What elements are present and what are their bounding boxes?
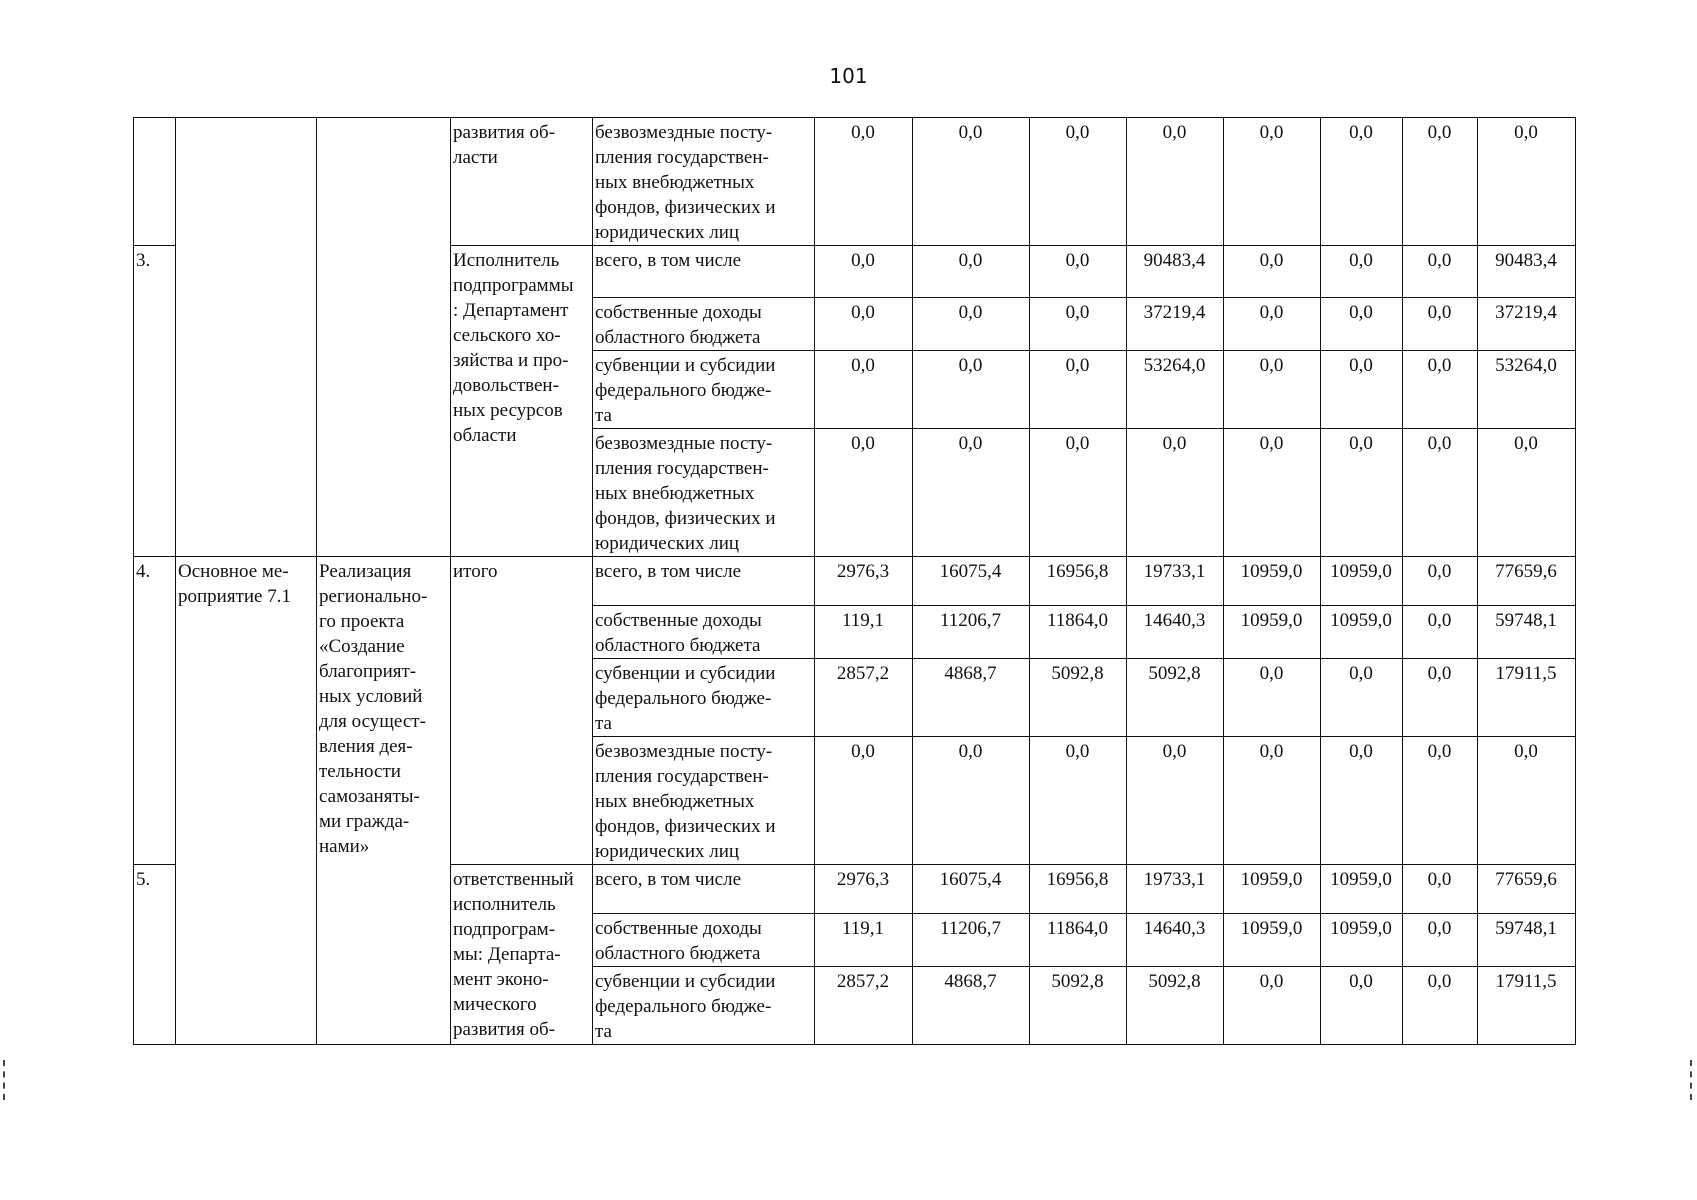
amount-cell: 5092,8 — [1127, 967, 1224, 1045]
amount-cell: 0,0 — [1321, 118, 1403, 246]
amount-cell: 0,0 — [1127, 429, 1224, 557]
amount-cell: 0,0 — [1321, 246, 1403, 298]
amount-cell: 11864,0 — [1030, 606, 1127, 659]
project-name — [317, 118, 451, 557]
amount-cell: 2976,3 — [815, 557, 913, 606]
row-index — [134, 118, 176, 246]
amount-cell: 11864,0 — [1030, 914, 1127, 967]
budget-table — [133, 117, 1576, 1045]
funding-source: собственные доходы областного бюджета — [593, 606, 815, 659]
amount-cell: 0,0 — [913, 429, 1030, 557]
funding-source: субвенции и субсидии федерального бюдже- та — [593, 659, 815, 737]
amount-cell: 17911,5 — [1478, 967, 1576, 1045]
amount-cell: 0,0 — [815, 298, 913, 351]
amount-cell: 0,0 — [1030, 246, 1127, 298]
row-index: 3. — [134, 246, 176, 557]
amount-cell: 10959,0 — [1224, 865, 1321, 914]
amount-cell: 53264,0 — [1478, 351, 1576, 429]
amount-cell: 5092,8 — [1030, 967, 1127, 1045]
amount-cell: 11206,7 — [913, 606, 1030, 659]
amount-cell: 19733,1 — [1127, 557, 1224, 606]
amount-cell: 0,0 — [1127, 118, 1224, 246]
amount-cell: 0,0 — [1030, 351, 1127, 429]
amount-cell: 5092,8 — [1127, 659, 1224, 737]
amount-cell: 0,0 — [1030, 298, 1127, 351]
amount-cell: 0,0 — [1321, 429, 1403, 557]
amount-cell: 0,0 — [1321, 737, 1403, 865]
amount-cell: 0,0 — [1321, 298, 1403, 351]
project-name: Реализация регионально- го проекта «Создание благоприят- ных условий для осущест- вления дея- тельности самозаняты- ми гражда- нами» — [317, 557, 451, 1045]
amount-cell: 0,0 — [1224, 246, 1321, 298]
funding-source: субвенции и субсидии федерального бюдже- та — [593, 351, 815, 429]
amount-cell: 119,1 — [815, 606, 913, 659]
amount-cell: 0,0 — [1403, 351, 1478, 429]
amount-cell: 0,0 — [1224, 737, 1321, 865]
amount-cell: 0,0 — [1224, 429, 1321, 557]
row-index: 4. — [134, 557, 176, 865]
amount-cell: 5092,8 — [1030, 659, 1127, 737]
amount-cell: 0,0 — [1403, 967, 1478, 1045]
executor-name: итого — [451, 557, 593, 865]
amount-cell: 10959,0 — [1321, 606, 1403, 659]
amount-cell: 16075,4 — [913, 557, 1030, 606]
amount-cell: 90483,4 — [1127, 246, 1224, 298]
amount-cell: 16075,4 — [913, 865, 1030, 914]
amount-cell: 0,0 — [1030, 737, 1127, 865]
activity-name: Основное ме- роприятие 7.1 — [176, 557, 317, 1045]
amount-cell: 0,0 — [1478, 737, 1576, 865]
amount-cell: 0,0 — [1403, 298, 1478, 351]
funding-source: всего, в том числе — [593, 865, 815, 914]
amount-cell: 0,0 — [1403, 606, 1478, 659]
amount-cell: 53264,0 — [1127, 351, 1224, 429]
amount-cell: 77659,6 — [1478, 865, 1576, 914]
amount-cell: 0,0 — [1321, 967, 1403, 1045]
amount-cell: 0,0 — [815, 351, 913, 429]
table-body — [134, 118, 1576, 1045]
amount-cell: 0,0 — [1403, 865, 1478, 914]
amount-cell: 0,0 — [1321, 351, 1403, 429]
amount-cell: 0,0 — [1478, 429, 1576, 557]
amount-cell: 2857,2 — [815, 659, 913, 737]
amount-cell: 0,0 — [1030, 429, 1127, 557]
page-number: 101 — [829, 64, 868, 88]
amount-cell: 0,0 — [1224, 298, 1321, 351]
amount-cell: 17911,5 — [1478, 659, 1576, 737]
amount-cell: 37219,4 — [1478, 298, 1576, 351]
funding-source: всего, в том числе — [593, 557, 815, 606]
funding-source: всего, в том числе — [593, 246, 815, 298]
left-margin-mark — [3, 1060, 7, 1100]
amount-cell: 90483,4 — [1478, 246, 1576, 298]
row-index: 5. — [134, 865, 176, 1045]
executor-name: Исполнитель подпрограммы : Департамент сельского хо- зяйства и про- довольствен- ных ресурсов области — [451, 246, 593, 557]
amount-cell: 10959,0 — [1321, 914, 1403, 967]
amount-cell: 59748,1 — [1478, 914, 1576, 967]
amount-cell: 2857,2 — [815, 967, 913, 1045]
table-row — [134, 118, 1576, 246]
amount-cell: 4868,7 — [913, 659, 1030, 737]
right-margin-mark — [1690, 1060, 1694, 1100]
amount-cell: 0,0 — [1403, 737, 1478, 865]
amount-cell: 19733,1 — [1127, 865, 1224, 914]
amount-cell: 77659,6 — [1478, 557, 1576, 606]
funding-source: собственные доходы областного бюджета — [593, 298, 815, 351]
amount-cell: 14640,3 — [1127, 606, 1224, 659]
activity-name — [176, 118, 317, 557]
funding-source: безвозмездные посту- пления государствен- ных внебюджетных фондов, физических и юридических лиц — [593, 118, 815, 246]
table-row — [134, 557, 1576, 606]
amount-cell: 14640,3 — [1127, 914, 1224, 967]
amount-cell: 0,0 — [1224, 351, 1321, 429]
amount-cell: 10959,0 — [1321, 865, 1403, 914]
executor-name: ответственный исполнитель подпрограм- мы: Департа- мент эконо- мического развития об- — [451, 865, 593, 1045]
amount-cell: 0,0 — [913, 298, 1030, 351]
amount-cell: 0,0 — [815, 246, 913, 298]
amount-cell: 0,0 — [1224, 118, 1321, 246]
amount-cell: 0,0 — [1403, 557, 1478, 606]
executor-name: развития об- ласти — [451, 118, 593, 246]
amount-cell: 119,1 — [815, 914, 913, 967]
amount-cell: 0,0 — [1224, 659, 1321, 737]
amount-cell: 10959,0 — [1224, 557, 1321, 606]
amount-cell: 0,0 — [1403, 118, 1478, 246]
amount-cell: 11206,7 — [913, 914, 1030, 967]
amount-cell: 0,0 — [815, 737, 913, 865]
amount-cell: 0,0 — [913, 118, 1030, 246]
funding-source: собственные доходы областного бюджета — [593, 914, 815, 967]
amount-cell: 0,0 — [1224, 967, 1321, 1045]
amount-cell: 0,0 — [1403, 659, 1478, 737]
funding-source: безвозмездные посту- пления государствен- ных внебюджетных фондов, физических и юридических лиц — [593, 429, 815, 557]
amount-cell: 0,0 — [815, 429, 913, 557]
amount-cell: 0,0 — [1403, 246, 1478, 298]
amount-cell: 0,0 — [1030, 118, 1127, 246]
amount-cell: 37219,4 — [1127, 298, 1224, 351]
amount-cell: 0,0 — [815, 118, 913, 246]
amount-cell: 0,0 — [1478, 118, 1576, 246]
funding-source: безвозмездные посту- пления государствен- ных внебюджетных фондов, физических и юридических лиц — [593, 737, 815, 865]
amount-cell: 0,0 — [1403, 914, 1478, 967]
amount-cell: 0,0 — [1127, 737, 1224, 865]
amount-cell: 0,0 — [913, 351, 1030, 429]
funding-source: субвенции и субсидии федерального бюдже- та — [593, 967, 815, 1045]
amount-cell: 10959,0 — [1321, 557, 1403, 606]
amount-cell: 4868,7 — [913, 967, 1030, 1045]
amount-cell: 0,0 — [913, 246, 1030, 298]
amount-cell: 10959,0 — [1224, 914, 1321, 967]
amount-cell: 59748,1 — [1478, 606, 1576, 659]
amount-cell: 16956,8 — [1030, 865, 1127, 914]
amount-cell: 0,0 — [1403, 429, 1478, 557]
amount-cell: 10959,0 — [1224, 606, 1321, 659]
amount-cell: 0,0 — [1321, 659, 1403, 737]
amount-cell: 2976,3 — [815, 865, 913, 914]
amount-cell: 16956,8 — [1030, 557, 1127, 606]
amount-cell: 0,0 — [913, 737, 1030, 865]
